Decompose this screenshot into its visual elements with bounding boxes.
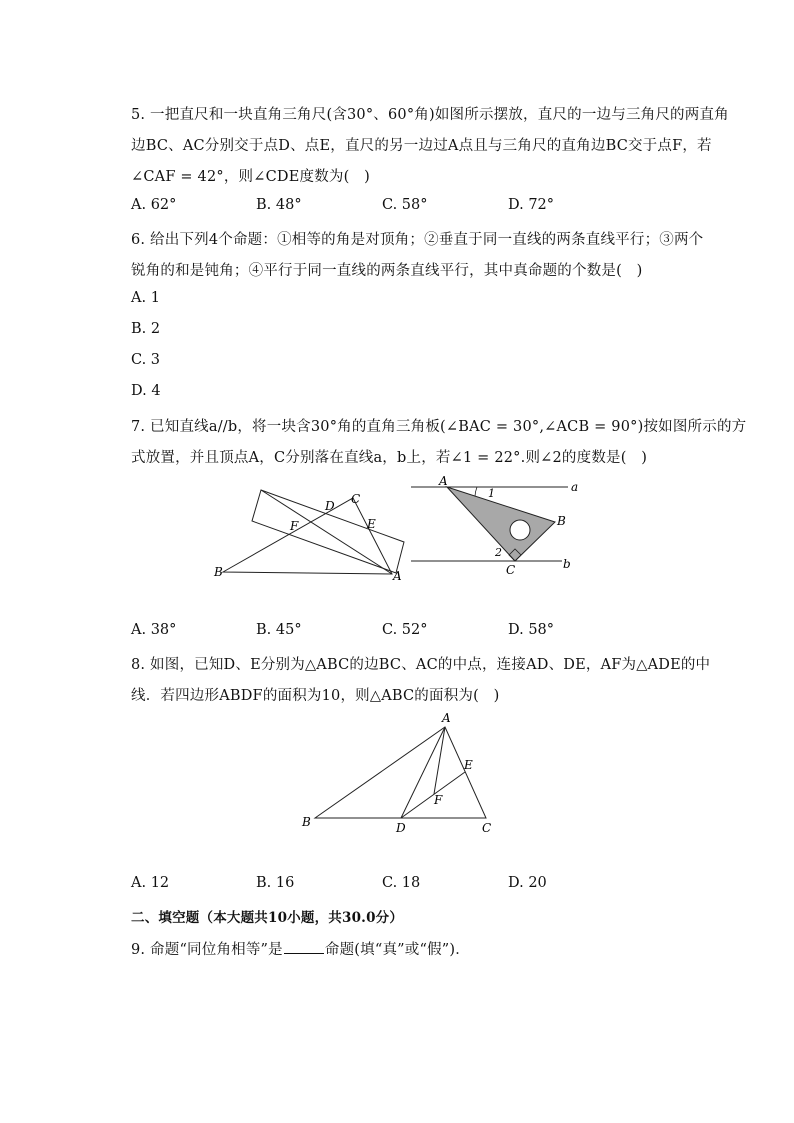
q8-label-c: C (482, 821, 492, 835)
q7-option-c: C. 52° (382, 622, 428, 638)
q8-label-a: A (442, 711, 451, 725)
q5-line3: ∠CAF = 42°，则∠CDE度数为( ) (131, 169, 371, 185)
q8-option-a: A. 12 (131, 875, 170, 891)
q7-fig1-label-c: C (351, 492, 361, 506)
q7-line2: 式放置，并且顶点A，C分别落在直线a，b上，若∠1 = 22°.则∠2的度数是( ) (131, 450, 648, 466)
q6-option-a: A. 1 (131, 290, 160, 306)
q8-option-d: D. 20 (508, 875, 547, 891)
q5-line1: 5. 一把直尺和一块直角三角尺(含30°、60°角)如图所示摆放，直尺的一边与三角尺的两直角 (131, 107, 729, 123)
q6-option-b: B. 2 (131, 321, 161, 337)
q9-text-before: 9. 命题“同位角相等”是 (131, 942, 283, 958)
q7-fig1-label-f: F (290, 519, 299, 533)
segment-de (401, 772, 465, 818)
q7-fig2-label-b-point: B (557, 514, 566, 528)
q8-line1: 8. 如图，已知D、E分别为△ABC的边BC、AC的中点，连接AD、DE，AF为△ADE的中 (131, 657, 711, 673)
plate-hole (510, 520, 530, 540)
q9-line (131, 938, 470, 959)
q7-fig2-angle-2: 2 (495, 546, 502, 559)
q8-line2: 线．若四边形ABDF的面积为10，则△ABC的面积为( ) (131, 688, 500, 704)
q7-fig2-label-c-point: C (506, 563, 516, 577)
q6-line1: 6. 给出下列4个命题：①相等的角是对顶角；②垂直于同一直线的两条直线平行；③两个 (131, 232, 704, 248)
q5-option-b: B. 48° (256, 197, 302, 213)
q7-fig1-label-e: E (367, 517, 376, 531)
q8-label-d: D (396, 821, 406, 835)
q7-fig2-angle-1: 1 (488, 487, 495, 500)
q8-figure-triangle (298, 708, 508, 838)
q7-fig2-label-line-b: b (563, 557, 571, 571)
q5-option-a: A. 62° (131, 197, 177, 213)
q6-line2: 锐角的和是钝角；④平行于同一直线的两条直线平行，其中真命题的个数是( ) (131, 263, 643, 279)
q7-fig1-label-b: B (214, 565, 223, 579)
section-heading-fill-in: 二、填空题（本大题共10小题，共30.0分） (131, 910, 404, 926)
q5-option-d: D. 72° (508, 197, 555, 213)
triangle-abc (315, 727, 486, 818)
q7-figure-ruler (210, 486, 410, 586)
q8-option-b: B. 16 (256, 875, 295, 891)
q9-text-after: 命题(填“真”或“假”)． (324, 942, 470, 958)
q7-fig2-label-a-point: A (439, 474, 448, 488)
q5-option-c: C. 58° (382, 197, 428, 213)
q7-fig2-label-line-a: a (571, 480, 579, 494)
q5-line2: 边BC、AC分别交于点D、点E，直尺的另一边过A点且与三角尺的直角边BC交于点F，若 (131, 138, 712, 154)
q7-option-d: D. 58° (508, 622, 555, 638)
angle-1-arc (475, 487, 477, 496)
q7-figure-parallel-lines (405, 472, 585, 577)
q8-label-b: B (302, 815, 311, 829)
q8-option-c: C. 18 (382, 875, 421, 891)
q8-label-f: F (434, 793, 443, 807)
q9-answer-blank (284, 941, 324, 954)
q7-option-a: A. 38° (131, 622, 177, 638)
segment-af (434, 727, 445, 794)
q7-fig1-label-d: D (325, 499, 335, 513)
q6-option-c: C. 3 (131, 352, 161, 368)
q7-fig1-label-a: A (393, 569, 402, 583)
q7-option-b: B. 45° (256, 622, 302, 638)
q8-label-e: E (464, 758, 473, 772)
q6-option-d: D. 4 (131, 383, 161, 399)
q7-line1: 7. 已知直线a//b，将一块含30°角的直角三角板(∠BAC = 30°,∠ACB = 90°)按如图所示的方 (131, 419, 747, 435)
